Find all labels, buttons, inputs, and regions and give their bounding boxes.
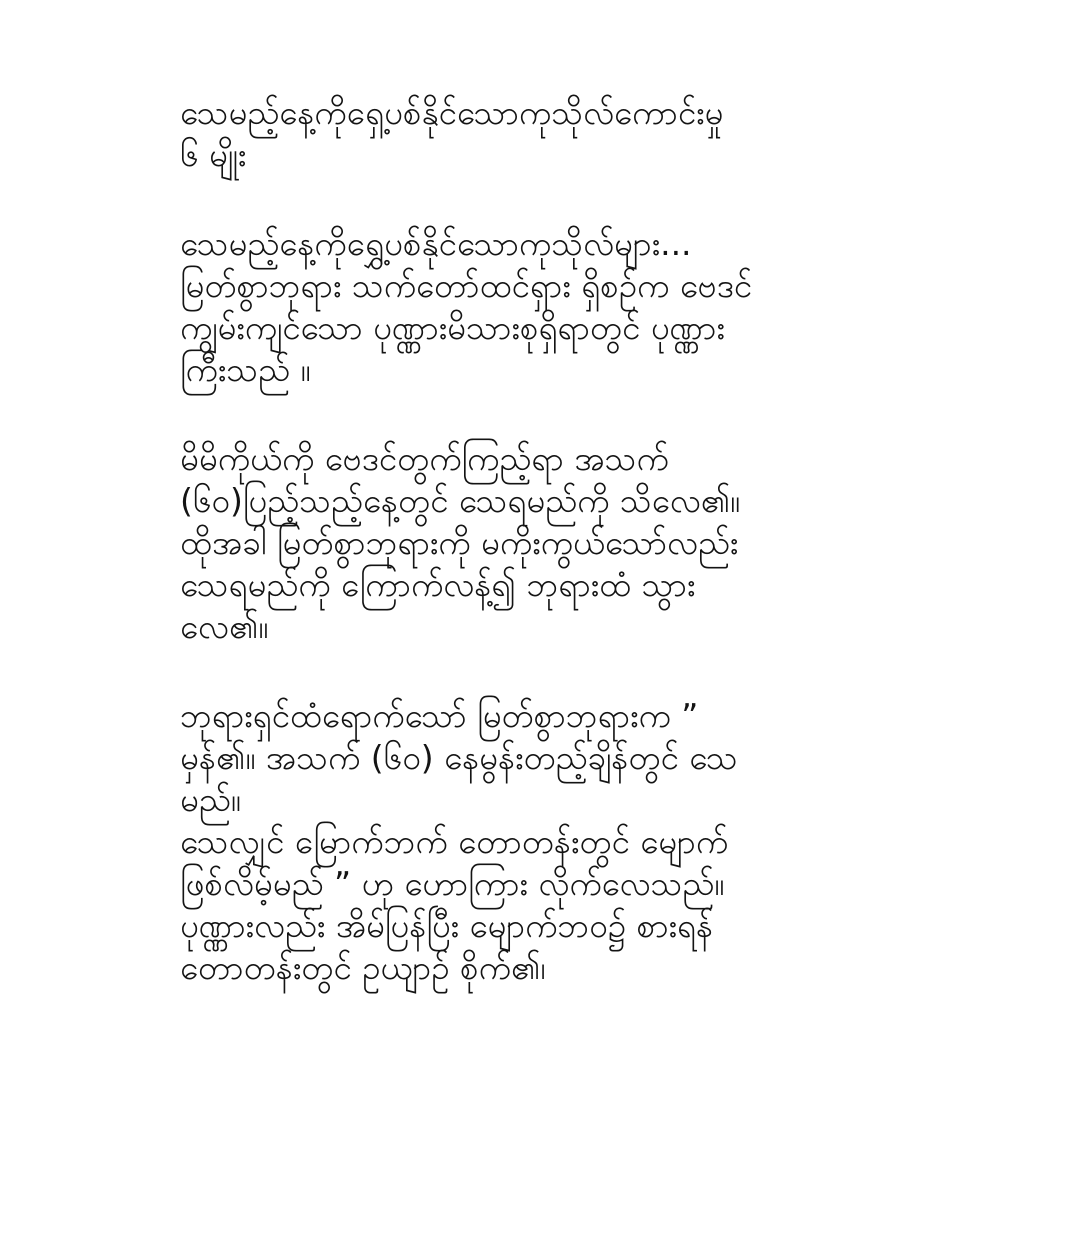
title-line: သေမည့်နေ့ကိုရှေ့ပစ်နိုင်သောကုသိုလ်ကောင်းမှု — [180, 93, 724, 132]
title-line: ၆ မျိုး — [180, 135, 247, 174]
text-line: ကျွမ်းကျင်သော ပုဏ္ဏားမိသားစုရှိရာတွင် ပုဏ္ဏား — [180, 308, 725, 347]
text-line: မည်။ — [180, 780, 241, 819]
text-line: မှန်၏။ အသက် (၆၀) နေမွန်းတည့်ချိန်တွင် သေ — [180, 738, 738, 777]
post-text-body — [180, 92, 960, 989]
paragraph-intro — [180, 223, 960, 391]
text-line: လေ၏။ — [180, 607, 269, 646]
text-line: ထိုအခါ မြတ်စွာဘုရားကို မကိုးကွယ်သော်လည်း — [180, 523, 739, 562]
text-line: ဖြစ်လိမ့်မည် ” ဟု ဟောကြား လိုက်လေသည်။ — [180, 864, 725, 903]
text-line: ဘုရားရှင်ထံရောက်သော် မြတ်စွာဘုရားက ” — [180, 696, 699, 735]
text-line: ကြီးသည် ။ — [180, 350, 311, 389]
text-line: မြတ်စွာဘုရား သက်တော်ထင်ရှား ရှိစဉ်က ဗေဒင် — [180, 266, 753, 305]
paragraph-prediction — [180, 438, 960, 648]
text-line: ပုဏ္ဏားလည်း အိမ်ပြန်ပြီး မျောက်ဘဝ၌ စားရန် — [180, 906, 714, 945]
text-line: တောတန်းတွင် ဥယျာဉ် စိုက်၏၊ — [180, 948, 546, 987]
paragraph-buddha-answer — [180, 695, 960, 989]
text-line: သေရမည်ကို ကြောက်လန့်၍ ဘုရားထံ သွား — [180, 565, 696, 604]
text-line: သေမည့်နေ့ကိုရွှေ့ပစ်နိုင်သောကုသိုလ်များ... — [180, 224, 692, 263]
text-line: မိမိကိုယ်ကို ဗေဒင်တွက်ကြည့်ရာ အသက် — [180, 439, 669, 478]
post-title — [180, 92, 960, 176]
text-line: (၆၀)ပြည့်သည့်နေ့တွင် သေရမည်ကို သိလေ၏။ — [180, 481, 741, 520]
text-line: သေလျှင် မြောက်ဘက် တောတန်းတွင် မျောက် — [180, 822, 729, 861]
